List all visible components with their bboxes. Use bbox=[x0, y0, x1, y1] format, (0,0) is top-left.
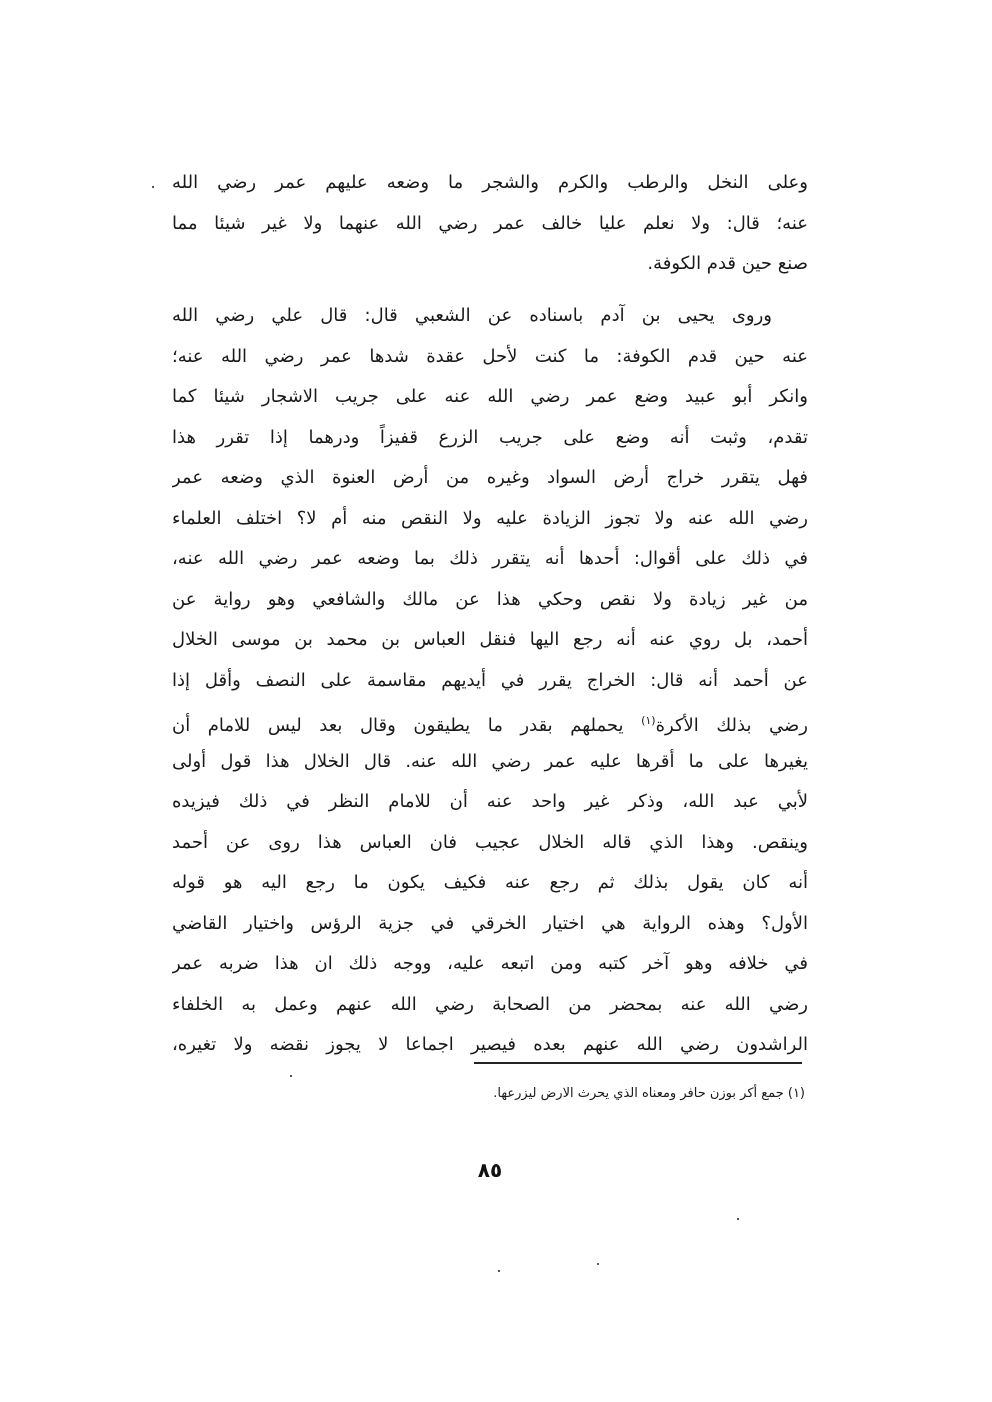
text-segment: رضي بذلك الأكرة bbox=[655, 715, 808, 736]
scan-speck bbox=[152, 186, 154, 188]
text-line: وانكر أبو عبيد وضع عمر رضي الله عنه على جريب الاشجار شيئا كما bbox=[172, 386, 808, 407]
paragraph-2 bbox=[172, 296, 808, 1066]
footnote-marker: (١) bbox=[641, 714, 656, 727]
text-line: صنع حين قدم الكوفة. bbox=[647, 253, 808, 274]
text-line: أنه كان يقول بذلك ثم رجع عنه فكيف يكون ما رجع اليه هو قوله bbox=[172, 872, 808, 893]
footnote: (١) جمع أكر بوزن حافر ومعناه الذي يحرث الارض ليزرعها. bbox=[493, 1086, 805, 1101]
text-line-with-footnote-ref bbox=[172, 701, 808, 742]
scan-speck bbox=[498, 1270, 500, 1272]
text-line: تقدم، وثبت أنه وضع على جريب الزرع قفيزاً ودرهما إذا تقرر هذا bbox=[172, 426, 808, 448]
text-line: عنه؛ قال: ولا نعلم عليا خالف عمر رضي الله عنهما ولا غير شيئا مما bbox=[172, 212, 808, 234]
scan-speck bbox=[597, 1263, 599, 1265]
text-line: الراشدون رضي الله عنهم بعده فيصير اجماعا لا يجوز نقضه ولا تغيره، bbox=[172, 1034, 808, 1055]
text-line: الأول؟ وهذه الرواية هي اختيار الخرقي في جزية الرؤس واختيار القاضي bbox=[172, 912, 808, 934]
text-line: عن أحمد أنه قال: الخراج يقرر في أيديهم مقاسمة على النصف وأقل إذا bbox=[172, 669, 808, 691]
text-line: فهل يتقرر خراج أرض السواد وغيره من أرض العنوة الذي وضعه عمر bbox=[172, 467, 808, 488]
paragraph-1 bbox=[172, 163, 808, 285]
text-line: رضي الله عنه ولا تجوز الزيادة عليه ولا النقص منه أم لا؟ اختلف العلماء bbox=[172, 507, 808, 529]
text-line: في خلافه وهو آخر كتبه ومن اتبعه عليه، ووجه ذلك ان هذا ضربه عمر bbox=[172, 953, 808, 974]
text-line: لأبي عبد الله، وذكر غير واحد عنه أن للامام النظر في ذلك فيزيده bbox=[172, 791, 808, 812]
text-line: أحمد، بل روي عنه أنه رجع اليها فنقل العباس بن محمد بن موسى الخلال bbox=[172, 629, 808, 650]
text-line: من غير زيادة ولا نقص وحكي هذا عن مالك والشافعي وهو رواية عن bbox=[172, 588, 808, 610]
footnote-separator bbox=[474, 1062, 802, 1064]
text-line: في ذلك على أقوال: أحدها أنه يتقرر ذلك بما وضعه عمر رضي الله عنه، bbox=[172, 548, 808, 569]
text-line: عنه حين قدم الكوفة: ما كنت لأحل عقدة شدها عمر رضي الله عنه؛ bbox=[172, 345, 808, 367]
text-line: رضي الله عنه بمحضر من الصحابة رضي الله عنهم وعمل به الخلفاء bbox=[172, 993, 808, 1015]
page-number: ٨٥ bbox=[477, 1158, 503, 1182]
text-line: وينقص. وهذا الذي قاله الخلال عجيب فان العباس هذا روى عن أحمد bbox=[172, 831, 808, 853]
scan-speck bbox=[737, 1218, 739, 1220]
text-line: وعلى النخل والرطب والكرم والشجر ما وضعه عليهم عمر رضي الله bbox=[172, 172, 808, 193]
scan-speck bbox=[290, 1075, 292, 1077]
text-segment: يحملهم بقدر ما يطيقون وقال بعد ليس للامام أن bbox=[172, 715, 624, 736]
text-line: يغيرها على ما أقرها عليه عمر رضي الله عنه. قال الخلال هذا قول أولى bbox=[172, 750, 808, 772]
text-line: وروى يحيى بن آدم باسناده عن الشعبي قال: قال علي رضي الله bbox=[172, 305, 772, 326]
